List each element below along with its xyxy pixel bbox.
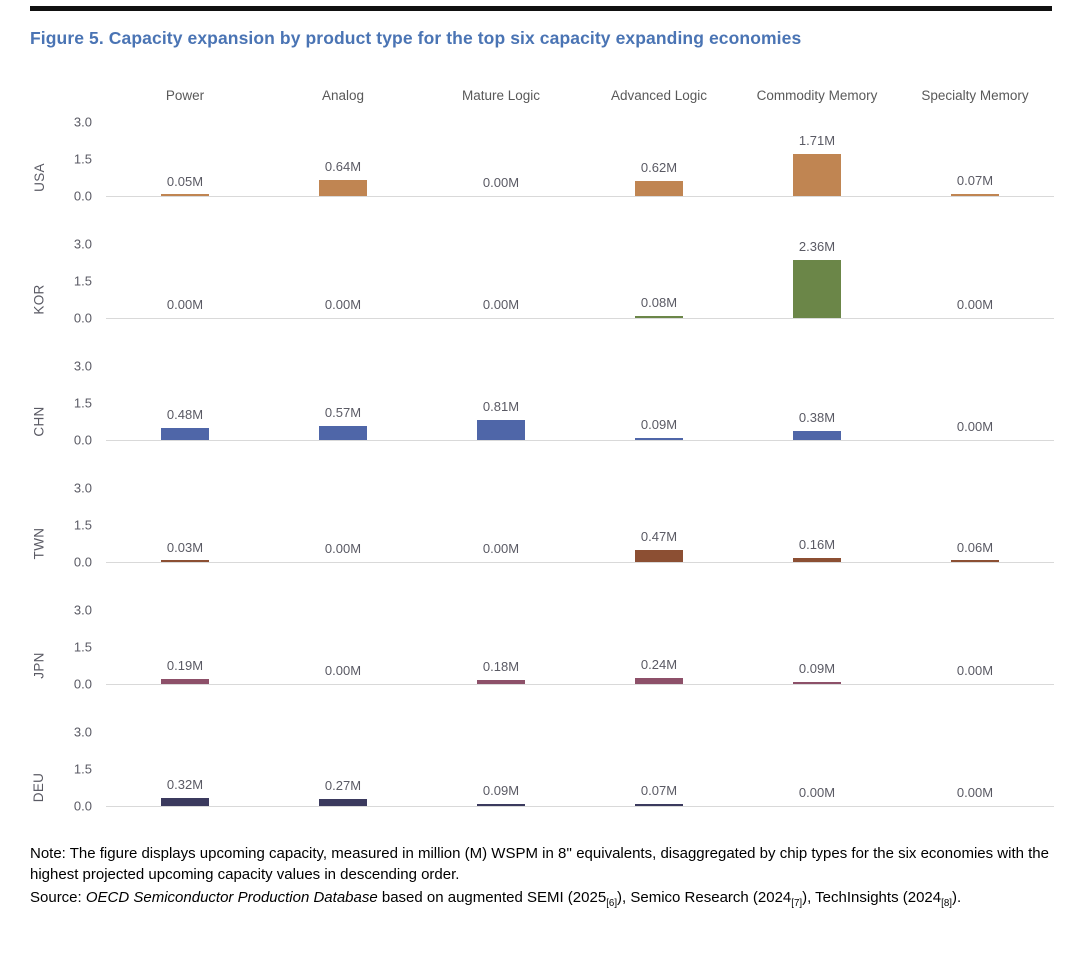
bar [635, 804, 683, 806]
bar-cell [580, 610, 738, 684]
value-label: 0.19M [166, 658, 204, 674]
value-label: 0.09M [640, 416, 678, 432]
bar [477, 420, 525, 440]
baseline [106, 196, 1054, 197]
value-label: 0.62M [640, 159, 678, 175]
y-axis [50, 236, 100, 326]
row-label: CHN [31, 405, 47, 437]
baseline [106, 562, 1054, 563]
y-tick-label: 1.5 [73, 639, 92, 655]
figure-title: Figure 5. Capacity expansion by product type for the top six capacity expanding economies [30, 28, 802, 48]
y-tick-label: 0.0 [73, 432, 92, 448]
value-label: 0.00M [482, 175, 520, 190]
bar-cell [738, 610, 896, 684]
bar [793, 260, 841, 318]
value-label: 0.47M [640, 529, 678, 545]
bar [161, 560, 209, 562]
baseline [106, 318, 1054, 319]
plot-area [106, 238, 1054, 318]
y-axis [50, 114, 100, 204]
value-label: 0.00M [482, 541, 520, 556]
value-label: 0.00M [956, 297, 994, 312]
bar-cell [106, 366, 264, 440]
value-label: 0.48M [166, 407, 204, 423]
value-label: 2.36M [798, 238, 836, 254]
y-axis [50, 724, 100, 814]
y-tick-label: 0.0 [73, 798, 92, 814]
bar-cell [264, 610, 422, 684]
bar-cell [580, 488, 738, 562]
y-tick-label: 3.0 [73, 114, 92, 130]
y-tick-label: 1.5 [73, 151, 92, 167]
country-panel-USA [28, 112, 1054, 234]
column-header: Analog [321, 88, 365, 103]
bar-cell [896, 122, 1054, 196]
column-header: Advanced Logic [610, 88, 708, 103]
value-label: 0.57M [324, 404, 362, 420]
bar-cell [896, 732, 1054, 806]
bar [951, 194, 999, 196]
bar-cell [896, 366, 1054, 440]
value-label: 0.07M [956, 173, 994, 189]
value-label: 0.16M [798, 537, 836, 553]
bar-cell [264, 366, 422, 440]
plot-area [106, 488, 1054, 562]
y-tick-label: 1.5 [73, 761, 92, 777]
bar [635, 678, 683, 684]
bar-cell [738, 366, 896, 440]
country-panel-DEU [28, 722, 1054, 844]
bar-cell [106, 488, 264, 562]
bar-cell [422, 488, 580, 562]
bar-cell [738, 488, 896, 562]
bar-cell [264, 732, 422, 806]
value-label: 0.38M [798, 409, 836, 425]
bar-cell [422, 610, 580, 684]
baseline [106, 440, 1054, 441]
bar-cell [422, 366, 580, 440]
bar [319, 426, 367, 440]
value-label: 0.00M [956, 785, 994, 800]
bar-cell [896, 610, 1054, 684]
y-tick-label: 1.5 [73, 273, 92, 289]
y-axis [50, 480, 100, 570]
value-label: 1.71M [798, 132, 836, 148]
bar-cell [738, 122, 896, 196]
bar-cell [106, 122, 264, 196]
value-label: 0.03M [166, 540, 204, 556]
bar-cell [422, 122, 580, 196]
plot-area [106, 610, 1054, 684]
value-label: 0.09M [482, 782, 520, 798]
bar-cell [422, 732, 580, 806]
y-tick-label: 3.0 [73, 480, 92, 496]
y-axis [50, 358, 100, 448]
bar-cell [264, 244, 422, 318]
bar [793, 431, 841, 440]
bar [161, 679, 209, 684]
value-label: 0.64M [324, 159, 362, 175]
bar-cell [106, 610, 264, 684]
bar [161, 428, 209, 440]
value-label: 0.08M [640, 295, 678, 310]
bar-cell [738, 238, 896, 318]
bar [793, 558, 841, 562]
value-label: 0.18M [482, 658, 520, 674]
capacity-chart [28, 88, 1054, 844]
bar [319, 180, 367, 196]
plot-area [106, 122, 1054, 196]
y-tick-label: 0.0 [73, 310, 92, 326]
note-text: Note: The figure displays upcoming capacity, measured in million (M) WSPM in 8'' equivalents, disaggregated by chip types for the six economies with the highest projected upcoming capacity values in descending order. [30, 845, 1049, 884]
y-tick-label: 3.0 [73, 724, 92, 740]
row-label: DEU [31, 772, 47, 802]
top-horizontal-rule [30, 6, 1052, 11]
baseline [106, 806, 1054, 807]
value-label: 0.00M [324, 541, 362, 556]
country-panel-CHN [28, 356, 1054, 478]
value-label: 0.05M [166, 173, 204, 189]
bar [477, 680, 525, 684]
bar [635, 181, 683, 196]
bar-cell [580, 732, 738, 806]
value-label: 0.00M [324, 663, 362, 678]
value-label: 0.09M [798, 660, 836, 676]
y-tick-label: 3.0 [73, 358, 92, 374]
value-label: 0.00M [482, 297, 520, 312]
column-header: Power [165, 88, 205, 103]
bar-cell [896, 488, 1054, 562]
country-panel-KOR [28, 234, 1054, 356]
bar [161, 798, 209, 806]
chart-grid [28, 112, 1054, 844]
value-label: 0.27M [324, 778, 362, 794]
figure-notes [30, 843, 1052, 910]
column-headers [106, 88, 1054, 112]
value-label: 0.00M [956, 419, 994, 434]
bar [951, 560, 999, 562]
bar-cell [106, 244, 264, 318]
y-tick-label: 1.5 [73, 517, 92, 533]
bar-cell [580, 366, 738, 440]
y-tick-label: 0.0 [73, 676, 92, 692]
bar [161, 194, 209, 196]
bar [635, 316, 683, 318]
country-panel-JPN [28, 600, 1054, 722]
bar [793, 682, 841, 684]
column-header: Commodity Memory [756, 88, 878, 103]
country-panel-TWN [28, 478, 1054, 600]
y-tick-label: 1.5 [73, 395, 92, 411]
row-label: USA [31, 162, 47, 192]
value-label: 0.00M [166, 297, 204, 312]
bar-cell [264, 122, 422, 196]
plot-area [106, 366, 1054, 440]
y-tick-label: 3.0 [73, 602, 92, 618]
value-label: 0.00M [324, 297, 362, 312]
bar-cell [106, 732, 264, 806]
bar [477, 804, 525, 806]
baseline [106, 684, 1054, 685]
y-tick-label: 0.0 [73, 554, 92, 570]
row-label: TWN [31, 527, 47, 559]
bar-cell [422, 244, 580, 318]
y-tick-label: 3.0 [73, 236, 92, 252]
plot-area [106, 732, 1054, 806]
source-text: Source: OECD Semiconductor Production Database based on augmented SEMI $(2025_{[6]})$, Semico Research $(2024_{[7]})$, TechInsights $(2024_{[8]})$. [30, 888, 962, 909]
bar-cell [580, 244, 738, 318]
column-header: Specialty Memory [921, 88, 1029, 103]
value-label: 0.00M [798, 785, 836, 800]
bar-cell [264, 488, 422, 562]
y-axis [50, 602, 100, 692]
y-tick-label: 0.0 [73, 188, 92, 204]
column-header: Mature Logic [461, 88, 541, 103]
bar-cell [896, 244, 1054, 318]
value-label: 0.00M [956, 663, 994, 678]
bar [793, 154, 841, 196]
bar-cell [738, 732, 896, 806]
bar [635, 550, 683, 562]
row-label: JPN [31, 651, 47, 679]
bar [635, 438, 683, 440]
value-label: 0.24M [640, 657, 678, 673]
bar [319, 799, 367, 806]
row-label: KOR [31, 283, 47, 315]
value-label: 0.81M [482, 399, 520, 414]
bar-cell [580, 122, 738, 196]
value-label: 0.32M [166, 777, 204, 793]
value-label: 0.06M [956, 539, 994, 555]
value-label: 0.07M [640, 783, 678, 799]
